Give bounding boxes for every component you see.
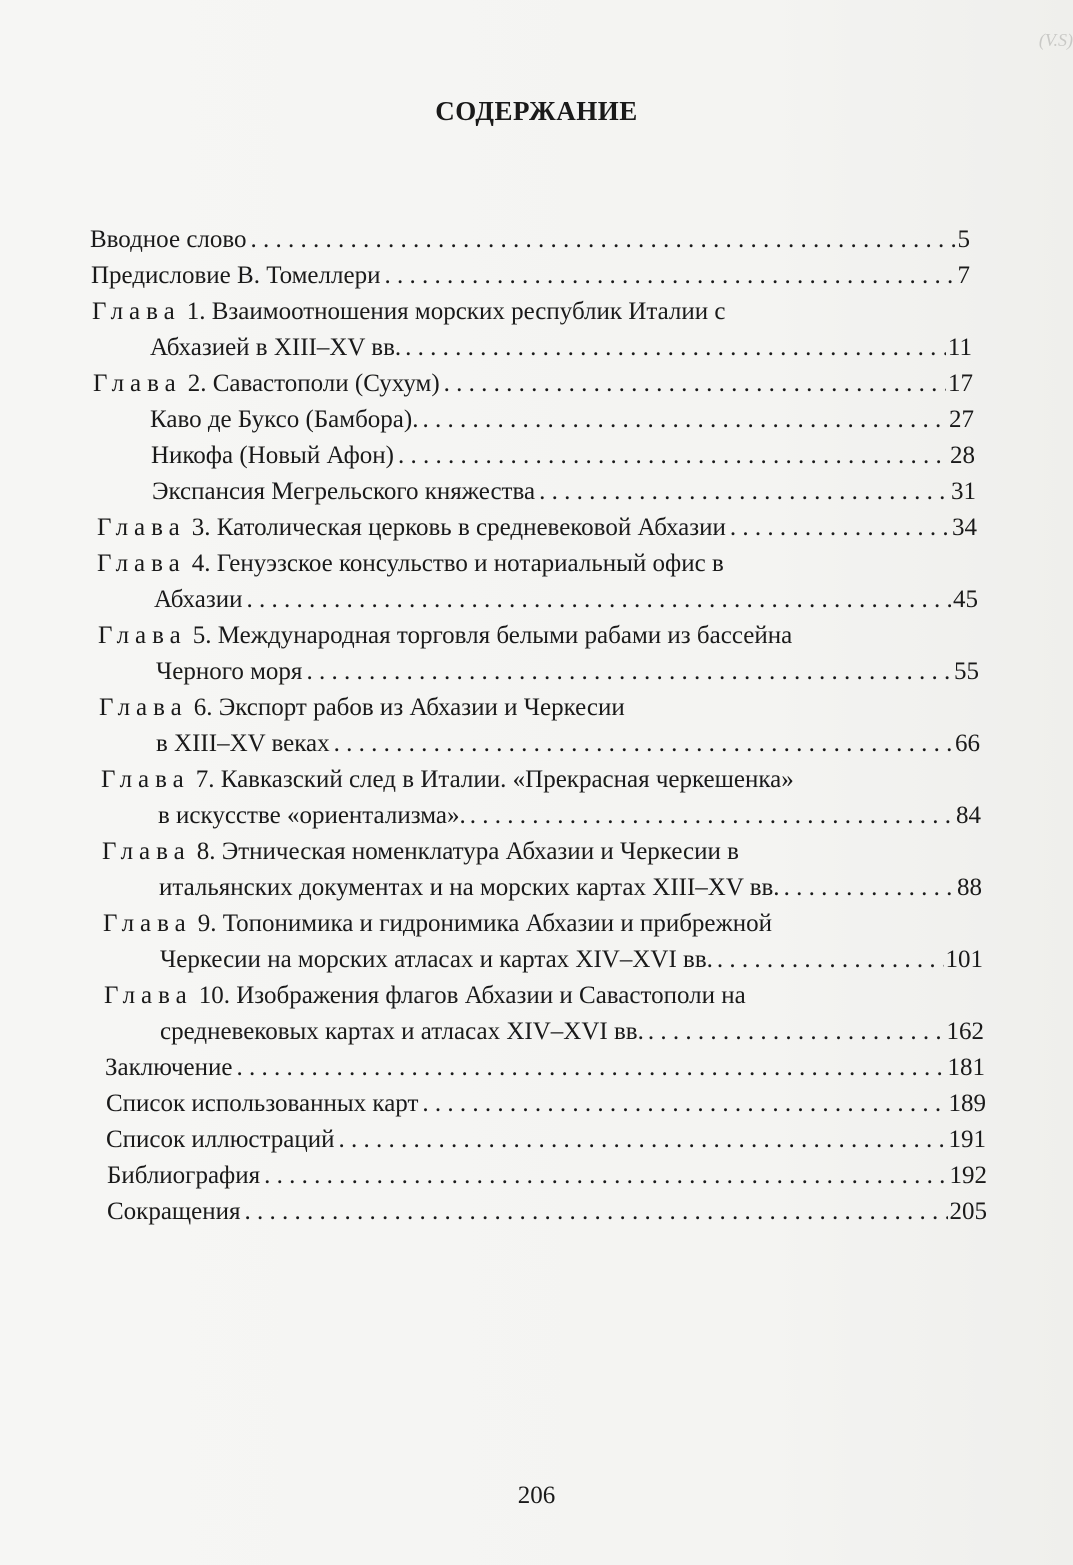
chapter-word: Глава — [102, 838, 191, 865]
toc-entry — [90, 222, 970, 258]
toc-entry-title: Список иллюстраций — [106, 1126, 335, 1153]
chapter-word: Глава — [98, 622, 187, 649]
chapter-number: 5. — [192, 622, 212, 649]
toc-entry-page: 17 — [948, 370, 973, 397]
toc-entry — [93, 366, 973, 402]
toc-entry — [90, 510, 977, 546]
dot-leader — [264, 1158, 947, 1194]
dot-leader — [422, 1086, 946, 1122]
dot-leader — [251, 222, 956, 258]
toc-entry — [90, 474, 976, 510]
dot-leader — [422, 402, 947, 438]
table-of-contents — [90, 222, 987, 1230]
toc-entry-title-cont: в XIII–XV веках — [156, 730, 330, 757]
page-number: 206 — [517, 1482, 556, 1509]
toc-entry — [90, 834, 982, 906]
toc-entry-title: Предисловие В. Томеллери — [91, 262, 381, 289]
toc-entry-title: Каво де Буксо (Бамбора). — [150, 406, 419, 433]
chapter-word: Глава — [92, 298, 181, 325]
chapter-number: 2. — [187, 370, 207, 397]
toc-entry-title: Никофа (Новый Афон) — [151, 442, 394, 469]
toc-entry-page: 66 — [955, 730, 980, 757]
toc-entry-page: 27 — [949, 406, 974, 433]
toc-entry — [90, 690, 980, 762]
chapter-word: Глава — [104, 982, 193, 1009]
toc-entry-title: Топонимика и гидронимика Абхазии и прибрежной — [222, 910, 773, 937]
toc-entry-title: Католическая церковь в средневековой Абхазии — [216, 514, 726, 541]
chapter-word: Глава — [101, 766, 190, 793]
toc-entry-title: Генуэзское консульство и нотариальный офис в — [216, 550, 724, 577]
chapter-word: Глава — [103, 910, 192, 937]
dot-leader — [334, 726, 953, 762]
toc-entry-title: Список использованных карт — [106, 1090, 419, 1117]
dot-leader — [306, 654, 952, 690]
toc-entry-page: 7 — [957, 262, 970, 289]
toc-entry-title: Библиография — [107, 1162, 261, 1189]
dot-leader — [398, 438, 948, 474]
toc-entry-title-cont: Абхазией в XIII–XV вв. — [150, 334, 402, 361]
toc-entry — [90, 1050, 985, 1086]
toc-entry-page: 31 — [951, 478, 976, 505]
toc-entry — [90, 546, 978, 618]
toc-entry-page: 28 — [950, 442, 975, 469]
chapter-word: Глава — [97, 514, 186, 541]
toc-entry-title: Этническая номенклатура Абхазии и Черкесии в — [221, 838, 739, 865]
toc-entry-page: 34 — [952, 514, 977, 541]
toc-entry — [90, 1086, 986, 1122]
toc-entry — [91, 258, 970, 294]
toc-entry-page: 5 — [957, 226, 970, 253]
toc-entry-title: Экспансия Мегрельского княжества — [152, 478, 536, 505]
chapter-number: 7. — [195, 766, 215, 793]
toc-entry-page: 84 — [956, 802, 981, 829]
toc-entry — [90, 906, 983, 978]
dot-leader — [339, 1122, 947, 1158]
dot-leader — [245, 1194, 948, 1230]
toc-entry-title: Изображения флагов Абхазии и Савастополи на — [236, 982, 746, 1009]
chapter-number: 6. — [193, 694, 213, 721]
chapter-word: Глава — [99, 694, 188, 721]
toc-entry — [90, 1158, 987, 1194]
toc-entry-page: 192 — [949, 1162, 987, 1189]
dot-leader — [717, 942, 944, 978]
toc-entry-title: Международная торговля белыми рабами из бассейна — [217, 622, 793, 649]
toc-entry — [90, 438, 975, 474]
dot-leader — [470, 798, 954, 834]
toc-entry — [90, 762, 981, 834]
toc-entry-page: 11 — [947, 334, 972, 361]
toc-entry-title: Кавказский след в Италии. «Прекрасная черкешенка» — [220, 766, 794, 793]
dot-leader — [405, 330, 946, 366]
toc-entry-title: Заключение — [105, 1054, 233, 1081]
chapter-number: 3. — [191, 514, 211, 541]
page-title: СОДЕРЖАНИЕ — [435, 96, 638, 126]
dot-leader — [246, 582, 951, 618]
dot-leader — [237, 1050, 946, 1086]
toc-entry — [90, 1122, 986, 1158]
dot-leader — [384, 258, 955, 294]
bleed-through-marks: (V.S) — [1038, 30, 1073, 50]
toc-entry-title-cont: в искусстве «ориентализма». — [158, 802, 466, 829]
toc-entry — [92, 294, 970, 366]
dot-leader — [444, 366, 946, 402]
toc-entry-title-cont: Черкесии на морских атласах и картах XIV–XVI вв. — [160, 946, 713, 973]
toc-entry-title-cont: Черного моря — [156, 658, 303, 685]
dot-leader — [539, 474, 949, 510]
toc-entry — [90, 618, 979, 690]
toc-entry-title: Вводное слово — [90, 226, 247, 253]
toc-entry-title: Взаимоотношения морских республик Италии с — [211, 298, 726, 325]
toc-entry-page: 45 — [953, 586, 978, 613]
toc-entry-page: 101 — [945, 946, 983, 973]
toc-entry-page: 205 — [949, 1198, 987, 1225]
chapter-number: 10. — [198, 982, 230, 1009]
toc-entry-page: 55 — [954, 658, 979, 685]
toc-entry-title-cont: Абхазии — [154, 586, 243, 613]
toc-entry-page: 189 — [948, 1090, 986, 1117]
chapter-number: 4. — [191, 550, 211, 577]
toc-entry-page: 88 — [957, 874, 982, 901]
chapter-word: Глава — [97, 550, 186, 577]
toc-entry — [90, 978, 984, 1050]
chapter-number: 1. — [186, 298, 206, 325]
toc-entry — [90, 402, 974, 438]
toc-entry-title-cont: итальянских документах и на морских картах XIII–XV вв. — [159, 874, 780, 901]
toc-entry-title: Экспорт рабов из Абхазии и Черкесии — [218, 694, 625, 721]
dot-leader — [784, 870, 955, 906]
toc-entry-title: Сокращения — [107, 1198, 241, 1225]
toc-entry-page: 191 — [948, 1126, 986, 1153]
dot-leader — [648, 1014, 945, 1050]
chapter-number: 9. — [197, 910, 217, 937]
chapter-number: 8. — [196, 838, 216, 865]
toc-entry — [90, 1194, 987, 1230]
toc-entry-page: 181 — [947, 1054, 985, 1081]
toc-entry-title-cont: средневековых картах и атласах XIV–XVI вв. — [160, 1018, 644, 1045]
dot-leader — [730, 510, 950, 546]
toc-entry-title: Савастополи (Сухум) — [212, 370, 440, 397]
toc-entry-page: 162 — [946, 1018, 984, 1045]
chapter-word: Глава — [93, 370, 182, 397]
